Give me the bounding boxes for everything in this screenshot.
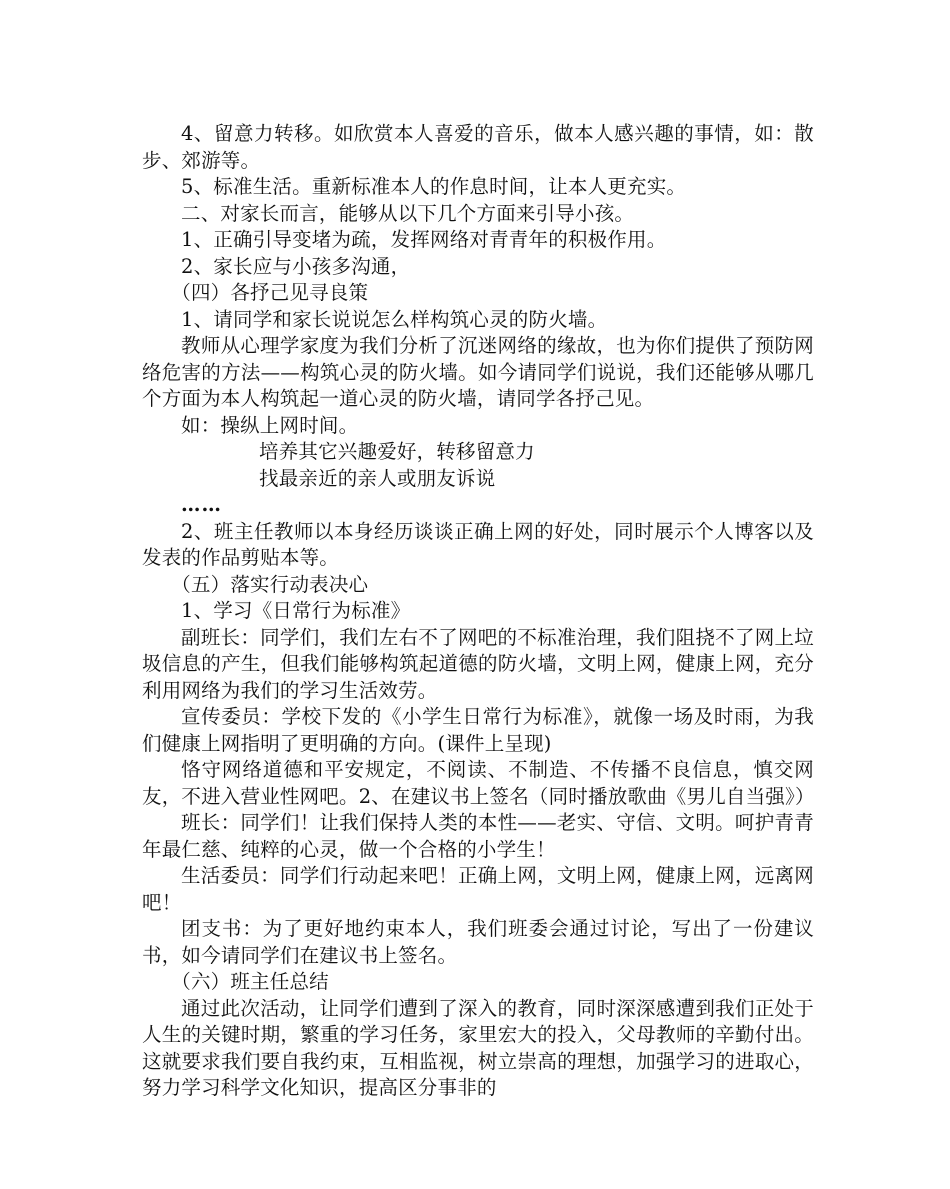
paragraph: 教师从心理学家度为我们分析了沉迷网络的缘故，也为你们提供了预防网络危害的方法——构筑心灵的防火墙。如今请同学们说说，我们还能够从哪几个方面为本人构筑起一道心灵的防火墙，请同学各抒己见。: [142, 334, 814, 410]
paragraph: 4、留意力转移。如欣赏本人喜爱的音乐，做本人感兴趣的事情，如：散步、郊游等。: [142, 122, 814, 172]
section-heading: （六）班主任总结: [171, 970, 329, 993]
paragraph: 团支书：为了更好地约束本人，我们班委会通过讨论，写出了一份建议书，如今请同学们在建议书上签名。: [142, 917, 814, 967]
paragraph: 2、家长应与小孩多沟通，: [181, 254, 411, 278]
paragraph: 通过此次活动，让同学们遭到了深入的教育，同时深深感遭到我们正处于人生的关键时期，繁重的学习任务，家里宏大的投入，父母教师的辛勤付出。这就要求我们要自我约束，互相监视，树立崇高的理想，加强学习的进取心，努力学习科学文化知识，提高区分事非的: [142, 996, 814, 1099]
paragraph: 生活委员：同学们行动起来吧！正确上网，文明上网，健康上网，远离网吧！: [142, 864, 814, 914]
paragraph: 副班长：同学们，我们左右不了网吧的不标准治理，我们阻挠不了网上垃圾信息的产生，但我们能够构筑起道德的防火墙，文明上网，健康上网，充分利用网络为我们的学习生活效劳。: [142, 625, 814, 702]
list-item: 培养其它兴趣爱好，转移留意力: [259, 440, 535, 463]
paragraph: 5、标准生活。重新标准本人的作息时间，让本人更充实。: [181, 175, 687, 198]
paragraph: 如：操纵上网时间。: [181, 413, 359, 437]
paragraph: 班长：同学们！让我们保持人类的本性——老实、守信、文明。呵护青青年最仁慈、纯粹的心灵，做一个合格的小学生！: [142, 811, 814, 861]
paragraph: 1、请同学和家长说说怎么样构筑心灵的防火墙。: [181, 307, 608, 331]
paragraph: 宣传委员：学校下发的《小学生日常行为标准》，就像一场及时雨，为我们健康上网指明了更明确的方向。(课件上呈现): [142, 705, 814, 755]
list-item: 找最亲近的亲人或朋友诉说: [259, 466, 496, 490]
paragraph: 1、学习《日常行为标准》: [181, 599, 411, 622]
document-body: [142, 121, 814, 1102]
paragraph: 恪守网络道德和平安规定，不阅读、不制造、不传播不良信息，慎交网友，不进入营业性网吧。2、在建议书上签名（同时播放歌曲《男儿自当强》）: [142, 758, 815, 808]
ellipsis-line: ……: [181, 493, 222, 516]
section-heading: （四）各抒己见寻良策: [171, 281, 369, 304]
paragraph: 二、对家长而言，能够从以下几个方面来引导小孩。: [181, 201, 635, 225]
section-heading: （五）落实行动表决心: [171, 572, 369, 596]
paragraph: 1、正确引导变堵为疏，发挥网络对青青年的积极作用。: [181, 228, 667, 251]
paragraph: 2、班主任教师以本身经历谈谈正确上网的好处，同时展示个人博客以及发表的作品剪贴本等。: [142, 519, 814, 569]
